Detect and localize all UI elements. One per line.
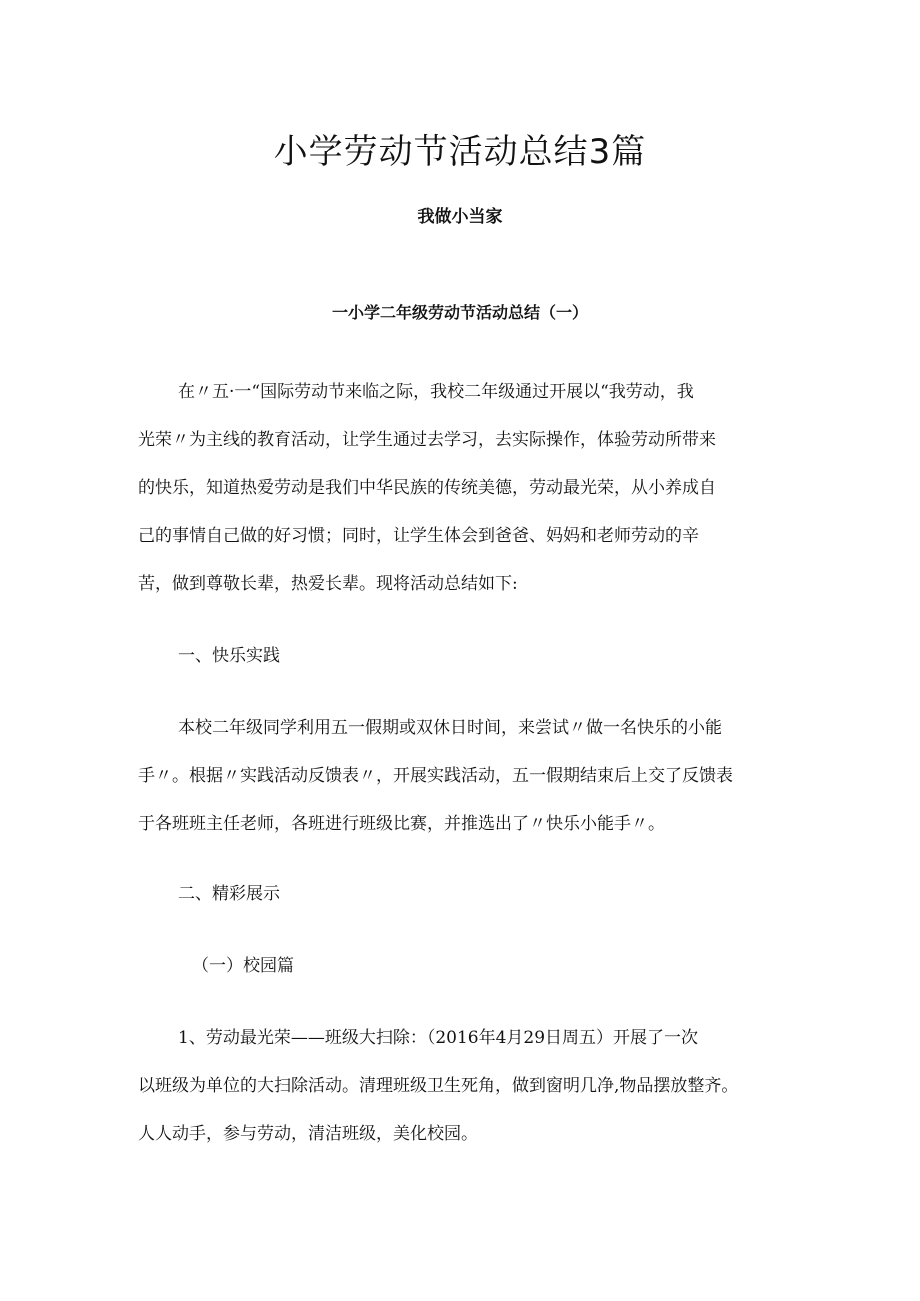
paragraph1-line: 在〃五·一“国际劳动节来临之际，我校二年级通过开展以“我劳动，我 <box>178 382 694 402</box>
paragraph3-line: 以班级为单位的大扫除活动。清理班级卫生死角，做到窗明几净,物品摆放整齐。 <box>138 1076 739 1096</box>
paragraph2-line: 手〃。根据〃实践活动反馈表〃，开展实践活动，五一假期结束后上交了反馈表 <box>138 766 733 786</box>
document-subtitle: 我做小当家 <box>417 207 503 227</box>
paragraph1-line: 光荣〃为主线的教育活动，让学生通过去学习，去实际操作，体验劳动所带来 <box>138 430 716 450</box>
paragraph1-line: 的快乐，知道热爱劳动是我们中华民族的传统美德，劳动最光荣，从小养成自 <box>138 478 716 498</box>
paragraph3-line: 人人动手，参与劳动，清洁班级，美化校园。 <box>138 1124 478 1144</box>
heading-quick-practice: 一、快乐实践 <box>178 646 280 666</box>
paragraph1-line: 己的事情自己做的好习惯；同时，让学生体会到爸爸、妈妈和老师劳动的辛 <box>138 526 699 546</box>
paragraph3-line: 1、劳动最光荣——班级大扫除：（2016年4月29日周五）开展了一次 <box>178 1028 699 1048</box>
section-heading: 一小学二年级劳动节活动总结（一） <box>331 303 588 322</box>
paragraph2-line: 于各班班主任老师，各班进行班级比赛，并推选出了〃快乐小能手〃。 <box>138 814 665 834</box>
paragraph1-line: 苦，做到尊敬长辈，热爱长辈。现将活动总结如下: <box>138 574 518 594</box>
document-title: 小学劳动节活动总结3篇 <box>273 132 647 172</box>
paragraph2-line: 本校二年级同学利用五一假期或双休日时间，来尝试〃做一名快乐的小能 <box>178 718 722 738</box>
subheading-campus: （一）校园篇 <box>192 956 294 976</box>
heading-showcase: 二、精彩展示 <box>178 884 280 904</box>
